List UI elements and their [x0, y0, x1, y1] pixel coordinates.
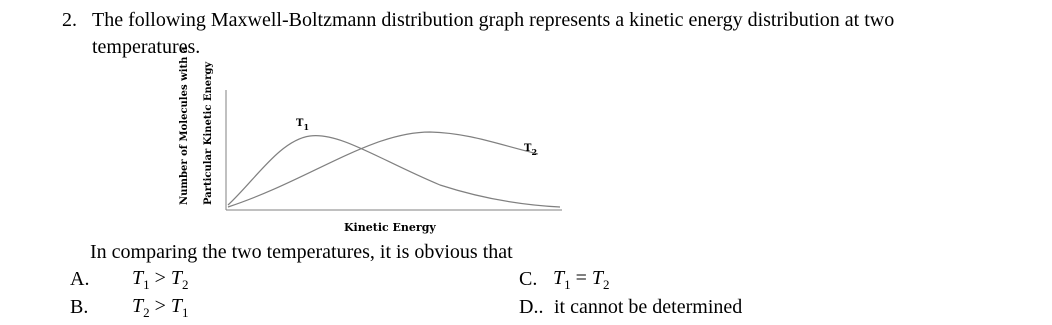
y-axis-label-line1: Number of Molecules with a — [179, 46, 190, 205]
question-text-line2: temperatures. — [92, 36, 201, 58]
option-d-letter: D.. — [519, 296, 544, 318]
x-axis-label: Kinetic Energy — [344, 221, 436, 234]
option-c-letter: C. — [519, 268, 538, 290]
curve-t2 — [228, 132, 538, 207]
question-text-line1: The following Maxwell-Boltzmann distribution graph represents a kinetic energy distribution at two — [92, 9, 895, 31]
distribution-graph — [170, 70, 570, 220]
y-axis-label-line2: Particular Kinetic Energy — [203, 61, 214, 205]
curve-label-t1: $T_1$ — [296, 118, 310, 132]
option-c-expression[interactable]: $T_1 = T_2$ — [553, 267, 610, 292]
question-stem: In comparing the two temperatures, it is obvious that — [90, 241, 513, 263]
option-b-expression[interactable]: $T_2 > T_1$ — [132, 295, 189, 320]
option-a-expression[interactable]: $T_1 > T_2$ — [132, 267, 189, 292]
option-b-letter: B. — [70, 296, 89, 318]
option-a-letter: A. — [70, 268, 90, 290]
option-d-text[interactable]: it cannot be determined — [554, 296, 743, 318]
curve-label-t2: $T_2$ — [524, 143, 538, 157]
question-number: 2. — [62, 9, 77, 31]
